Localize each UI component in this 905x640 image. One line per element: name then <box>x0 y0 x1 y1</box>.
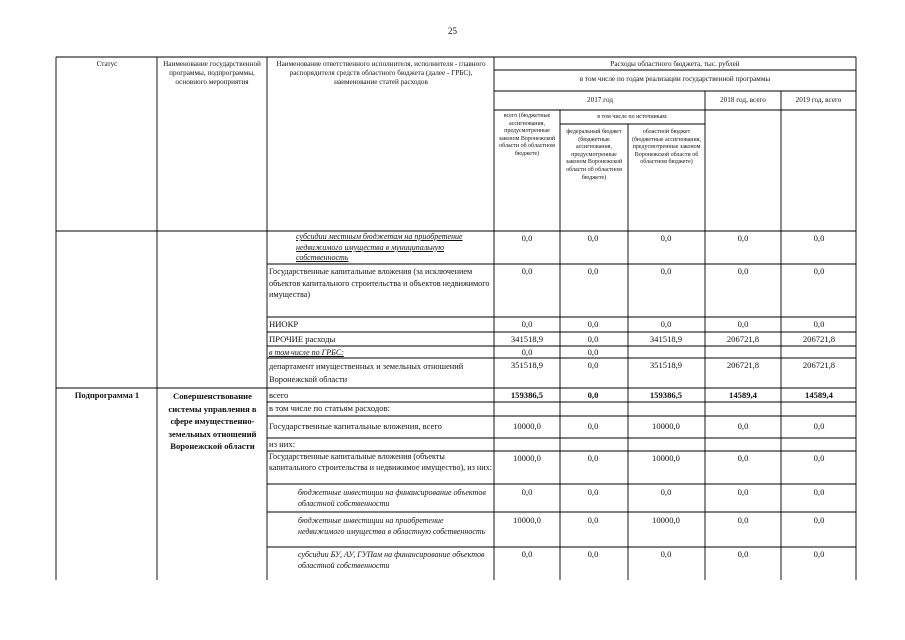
cell-total: 10000,0 <box>513 453 541 463</box>
header-year-2018: 2018 год, всего <box>720 96 766 104</box>
cell-2019: 0,0 <box>813 453 825 463</box>
header-status: Статус <box>96 60 118 68</box>
cell-2018: 0,0 <box>737 266 749 276</box>
row-label: в том числе по статьям расходов: <box>269 403 391 413</box>
cell-2018: 0,0 <box>737 515 749 525</box>
cell-total: 0,0 <box>521 549 533 559</box>
cell-total: 0,0 <box>521 347 533 357</box>
cell-federal: 0,0 <box>587 453 599 463</box>
cell-federal: 0,0 <box>587 319 599 329</box>
cell-2019: 0,0 <box>813 266 825 276</box>
header-federal: федеральный бюджет (бюджетные ассигнования, предусмотренные законом Воронежской области об областном бюджете) <box>565 129 623 181</box>
row-label: субсидии местным бюджетам на приобретение недвижимого имущества в муниципальную собственность <box>296 232 463 262</box>
row-label: ПРОЧИЕ расходы <box>269 334 336 344</box>
cell-regional: 0,0 <box>660 266 672 276</box>
row-label: в том числе по ГРБС: <box>269 348 344 357</box>
cell-2018: 206721,8 <box>726 360 760 370</box>
header-total-col: всего (бюджетные ассигнования, предусмотренные законом Воронежской области об областном бюджете) <box>498 113 556 157</box>
cell-total: 159386,5 <box>510 390 544 400</box>
cell-2019: 0,0 <box>813 421 825 431</box>
cell-federal: 0,0 <box>587 347 599 357</box>
cell-federal: 0,0 <box>587 549 599 559</box>
cell-regional: 341518,9 <box>649 334 683 344</box>
subprogram-name: Совершенствование системы управления в сфере имущественно-земельных отношений Воронежской области <box>168 391 257 451</box>
cell-2018: 0,0 <box>737 453 749 463</box>
cell-2018: 206721,8 <box>726 334 760 344</box>
cell-regional: 10000,0 <box>652 421 680 431</box>
cell-regional: 0,0 <box>660 233 672 243</box>
cell-regional: 10000,0 <box>652 515 680 525</box>
header-year-2019: 2019 год, всего <box>795 96 842 104</box>
cell-total: 0,0 <box>521 233 533 243</box>
header-by-years: в том числе по годам реализации государственной программы <box>579 75 771 83</box>
row-label: НИОКР <box>269 319 299 329</box>
cell-total: 10000,0 <box>513 421 541 431</box>
header-expenses: Расходы областного бюджета, тыс. рублей <box>610 60 740 68</box>
page-number: 25 <box>448 26 457 36</box>
cell-federal: 0,0 <box>587 266 599 276</box>
cell-total: 0,0 <box>521 487 533 497</box>
cell-federal: 0,0 <box>587 421 599 431</box>
cell-total: 0,0 <box>521 266 533 276</box>
cell-2019: 0,0 <box>813 549 825 559</box>
cell-2019: 0,0 <box>813 233 825 243</box>
cell-2019: 0,0 <box>813 319 825 329</box>
cell-2018: 0,0 <box>737 421 749 431</box>
row-label: субсидии БУ, АУ, ГУПам на финансирование объектов областной собственности <box>298 550 485 570</box>
cell-total: 0,0 <box>521 319 533 329</box>
cell-2019: 206721,8 <box>802 334 836 344</box>
row-label: Государственные капитальные вложения, всего <box>269 421 442 431</box>
row-label: всего <box>269 390 289 400</box>
cell-total: 10000,0 <box>513 515 541 525</box>
cell-2018: 0,0 <box>737 549 749 559</box>
cell-federal: 0,0 <box>587 233 599 243</box>
cell-2018: 0,0 <box>737 319 749 329</box>
header-year-2017: 2017 год <box>587 96 613 104</box>
cell-federal: 0,0 <box>587 390 599 400</box>
cell-total: 351518,9 <box>510 360 544 370</box>
header-by-sources: в том числе по источникам: <box>597 114 668 120</box>
cell-regional: 159386,5 <box>649 390 683 400</box>
cell-regional: 351518,9 <box>649 360 683 370</box>
row-label: бюджетные инвестиции на финансирование объектов областной собственности <box>298 488 486 508</box>
cell-2019: 0,0 <box>813 487 825 497</box>
cell-total: 341518,9 <box>510 334 544 344</box>
header-executor: Наименование ответственного исполнителя, исполнителя - главного распорядителя средств областного бюджета (далее - ГРБС), наименование статей расходов <box>276 60 486 86</box>
cell-2019: 14589,4 <box>805 390 833 400</box>
cell-2018: 0,0 <box>737 233 749 243</box>
cell-regional: 10000,0 <box>652 453 680 463</box>
row-label: Государственные капитальные вложения (за исключением объектов капитального строительства и объектов недвижимого имущества) <box>269 267 490 299</box>
cell-federal: 0,0 <box>587 360 599 370</box>
row-label: департамент имущественных и земельных отношений Воронежской области <box>269 362 464 384</box>
cell-federal: 0,0 <box>587 515 599 525</box>
cell-federal: 0,0 <box>587 334 599 344</box>
cell-2018: 0,0 <box>737 487 749 497</box>
cell-federal: 0,0 <box>587 487 599 497</box>
row-label: Государственные капитальные вложения (объекты капитального строительства и недвижимое имущество), из них: <box>269 452 493 472</box>
cell-regional: 0,0 <box>660 549 672 559</box>
row-label: бюджетные инвестиции на приобретение недвижимого имущества в областную собственность <box>298 516 486 536</box>
cell-regional: 0,0 <box>660 487 672 497</box>
cell-regional: 0,0 <box>660 319 672 329</box>
header-regional: областной бюджет (бюджетные ассигнования, предусмотренные законом Воронежской области об областном бюджете) <box>631 129 701 166</box>
row-label: из них: <box>269 439 296 449</box>
cell-2019: 0,0 <box>813 515 825 525</box>
subprogram-status: Подпрограмма 1 <box>74 390 140 400</box>
cell-2018: 14589,4 <box>729 390 757 400</box>
cell-2019: 206721,8 <box>802 360 836 370</box>
header-program-name: Наименование государственной программы, подпрограммы, основного мероприятия <box>163 60 261 86</box>
